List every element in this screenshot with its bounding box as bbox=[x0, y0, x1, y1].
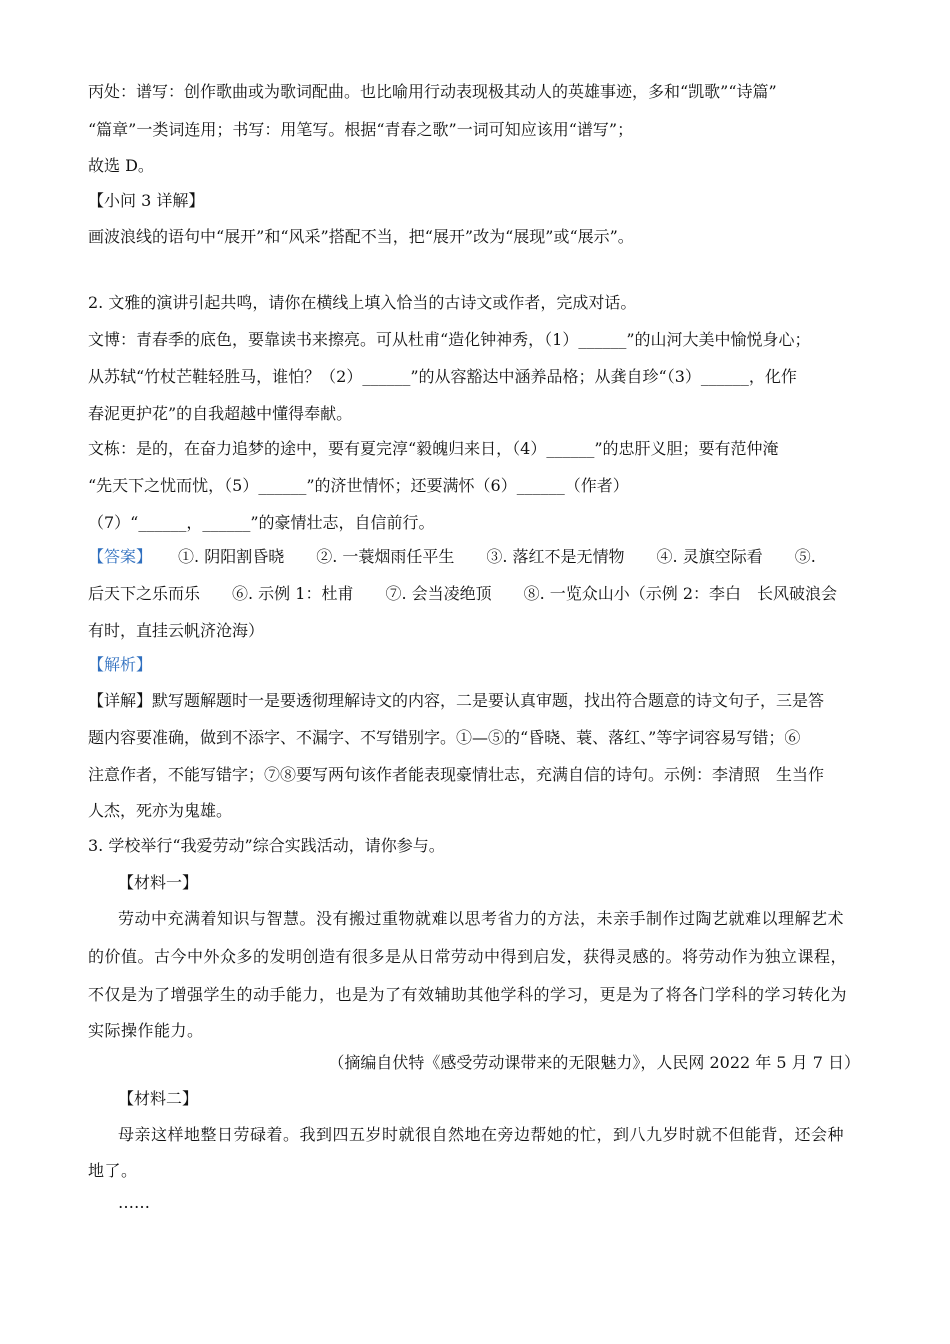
answer-line-1 bbox=[88, 546, 816, 568]
answer-label: 【答案】 bbox=[88, 547, 153, 566]
dialogue-line-1: 文博：青春季的底色，要靠读书来擦亮。可从杜甫“造化钟神秀，（1）______”的山河大美中愉悦身心； bbox=[88, 330, 811, 349]
sub-question-3-text: 画波浪线的语句中“展开”和“风采”搭配不当，把“展开”改为“展现”或“展示”。 bbox=[88, 227, 634, 246]
dialogue-line-3: 春泥更护花”的自我超越中懂得奉献。 bbox=[88, 404, 353, 423]
material-1-line-4: 实际操作能力。 bbox=[88, 1021, 204, 1040]
detail-line-2: 题内容要准确，做到不添字、不漏字、不写错别字。①—⑤的“昏晓、蓑、落红、”等字词容易写错；⑥ bbox=[88, 728, 801, 747]
question-3-title: 3. 学校举行“我爱劳动”综合实践活动，请你参与。 bbox=[88, 836, 445, 855]
detail-line-4: 人杰，死亦为鬼雄。 bbox=[88, 801, 233, 820]
dialogue-line-5: “先天下之忧而忧，（5）______”的济世情怀；还要满怀（6）______（作者） bbox=[88, 476, 629, 495]
q1-detail-paragraph-line3: 故选 D。 bbox=[88, 156, 154, 175]
analysis-label: 【解析】 bbox=[88, 655, 153, 674]
material-2-heading: 【材料二】 bbox=[118, 1089, 199, 1108]
q1-detail-paragraph-line1: 丙处：谱写：创作歌曲或为歌词配曲。也比喻用行动表现极其动人的英雄事迹，多和“凯歌”“诗篇” bbox=[88, 82, 777, 101]
material-2-line-1: 母亲这样地整日劳碌着。我到四五岁时就很自然地在旁边帮她的忙，到八九岁时就不但能背，还会种 bbox=[118, 1125, 845, 1144]
material-2-ellipsis: …… bbox=[118, 1193, 150, 1212]
answer-text-1: ①. 阴阳割昏晓 ②. 一蓑烟雨任平生 ③. 落红不是无情物 ④. 灵旗空际看 ⑤. bbox=[178, 547, 816, 566]
detail-line-3: 注意作者，不能写错字；⑦⑧要写两句该作者能表现豪情壮志，充满自信的诗句。示例：李清照 生当作 bbox=[88, 765, 825, 784]
dialogue-line-4: 文栋：是的，在奋力追梦的途中，要有夏完淳“毅魄归来日，（4）______”的忠肝义胆；要有范仲淹 bbox=[88, 439, 779, 458]
material-1-heading: 【材料一】 bbox=[118, 873, 199, 892]
material-1-line-3: 不仅是为了增强学生的动手能力，也是为了有效辅助其他学科的学习，更是为了将各门学科的学习转化为 bbox=[88, 985, 848, 1004]
dialogue-line-2: 从苏轼“竹杖芒鞋轻胜马，谁怕？（2）______”的从容豁达中涵养品格；从龚自珍“（3）______，化作 bbox=[88, 367, 797, 386]
sub-question-3-heading: 【小问 3 详解】 bbox=[88, 191, 205, 210]
question-2-title: 2. 文雅的演讲引起共鸣，请你在横线上填入恰当的古诗文或作者，完成对话。 bbox=[88, 293, 637, 312]
dialogue-line-6: （7）“______，______”的豪情壮志，自信前行。 bbox=[88, 513, 435, 532]
material-1-source: （摘编自伏特《感受劳动课带来的无限魅力》，人民网 2022 年 5 月 7 日） bbox=[328, 1053, 860, 1072]
detail-line-1: 【详解】默写题解题时一是要透彻理解诗文的内容，二是要认真审题，找出符合题意的诗文句子，三是答 bbox=[88, 691, 825, 710]
answer-line-3: 有时，直挂云帆济沧海） bbox=[88, 621, 265, 640]
material-2-line-2: 地了。 bbox=[88, 1161, 138, 1180]
q1-detail-paragraph-line2: “篇章”一类词连用；书写：用笔写。根据“青春之歌”一词可知应该用“谱写”； bbox=[88, 120, 634, 139]
answer-line-2: 后天下之乐而乐 ⑥. 示例 1：杜甫 ⑦. 会当凌绝顶 ⑧. 一览众山小（示例 2：李白 长风破浪会 bbox=[88, 584, 838, 603]
material-1-line-2: 的价值。古今中外众多的发明创造有很多是从日常劳动中得到启发，获得灵感的。将劳动作为独立课程， bbox=[88, 947, 848, 966]
material-1-line-1: 劳动中充满着知识与智慧。没有搬过重物就难以思考省力的方法，未亲手制作过陶艺就难以理解艺术 bbox=[118, 909, 845, 928]
